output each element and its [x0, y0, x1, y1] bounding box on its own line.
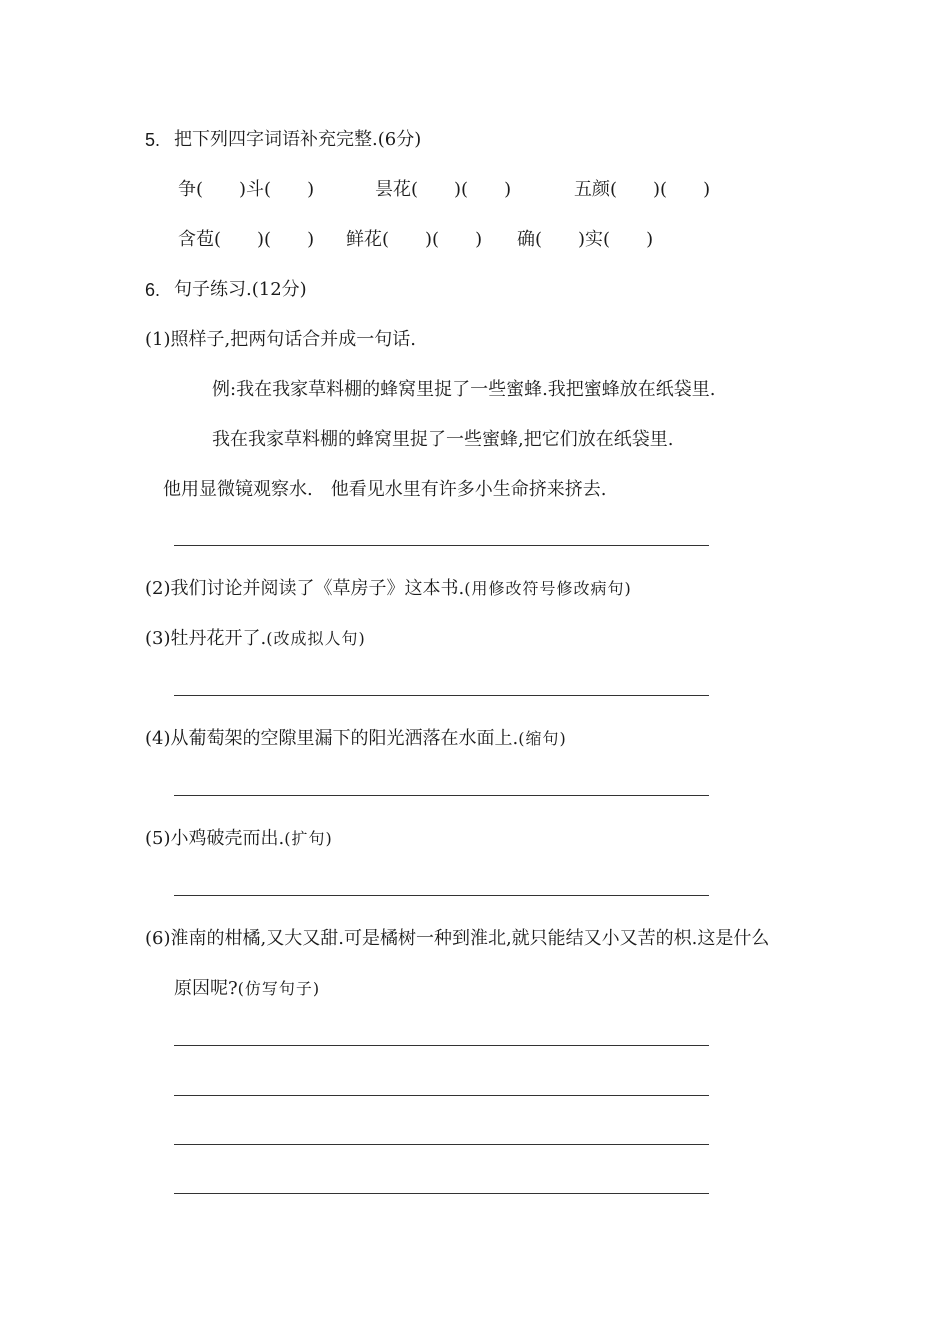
q6-number: 6.	[145, 280, 161, 300]
q6-s1-example-b: 我在我家草料棚的蜂窝里捉了一些蜜蜂,把它们放在纸袋里.	[212, 429, 674, 450]
q6-s4-prompt: (4)从葡萄架的空隙里漏下的阳光洒落在水面上.	[145, 728, 519, 749]
q6-s6-prompt-line2: 原因呢?	[174, 978, 238, 999]
q6-s5-note: (扩句)	[284, 829, 333, 848]
answer-line-6[interactable]	[174, 1095, 709, 1096]
answer-line-5[interactable]	[174, 1045, 709, 1046]
q5-item-6: 确( )实( )	[517, 229, 654, 250]
q6-s2-prompt: (2)我们讨论并阅读了《草房子》这本书.	[145, 578, 465, 599]
q6-s3-note: (改成拟人句)	[266, 629, 366, 648]
q6-s1-task: 他用显微镜观察水. 他看见水里有许多小生命挤来挤去.	[163, 479, 607, 500]
q5-item-1: 争( )斗( )	[178, 179, 315, 200]
q6-s6-note: (仿写句子)	[237, 979, 321, 998]
q6-s2-note: (用修改符号修改病句)	[464, 579, 632, 598]
q6-s4-note: (缩句)	[518, 729, 567, 748]
q6-s6	[174, 977, 320, 1001]
q6-heading: 句子练习.(12分)	[174, 279, 307, 300]
q6-s2	[145, 577, 632, 601]
answer-line-3[interactable]	[174, 795, 709, 796]
answer-line-2[interactable]	[174, 695, 709, 696]
q6-s1-example-a: 例:我在我家草料棚的蜂窝里捉了一些蜜蜂.我把蜜蜂放在纸袋里.	[212, 379, 716, 400]
q6-s5	[145, 827, 333, 851]
q6-s3-prompt: (3)牡丹花开了.	[145, 628, 267, 649]
q6-s3	[145, 627, 366, 651]
answer-line-4[interactable]	[174, 895, 709, 896]
q5-item-3: 五颜( )( )	[574, 179, 711, 200]
q6-s6-prompt-line1: (6)淮南的柑橘,又大又甜.可是橘树一种到淮北,就只能结又小又苦的枳.这是什么	[145, 928, 770, 949]
q5-heading: 把下列四字词语补充完整.(6分)	[174, 129, 422, 150]
q6-s1-prompt: (1)照样子,把两句话合并成一句话.	[145, 329, 416, 350]
q5-item-5: 鲜花( )( )	[346, 229, 483, 250]
answer-line-8[interactable]	[174, 1193, 709, 1194]
q5-item-4: 含苞( )( )	[178, 229, 315, 250]
answer-line-1[interactable]	[174, 545, 709, 546]
answer-line-7[interactable]	[174, 1144, 709, 1145]
q5-number: 5.	[145, 130, 161, 150]
q5-item-2: 昙花( )( )	[375, 179, 512, 200]
q6-s5-prompt: (5)小鸡破壳而出.	[145, 828, 285, 849]
q6-s4	[145, 727, 567, 751]
